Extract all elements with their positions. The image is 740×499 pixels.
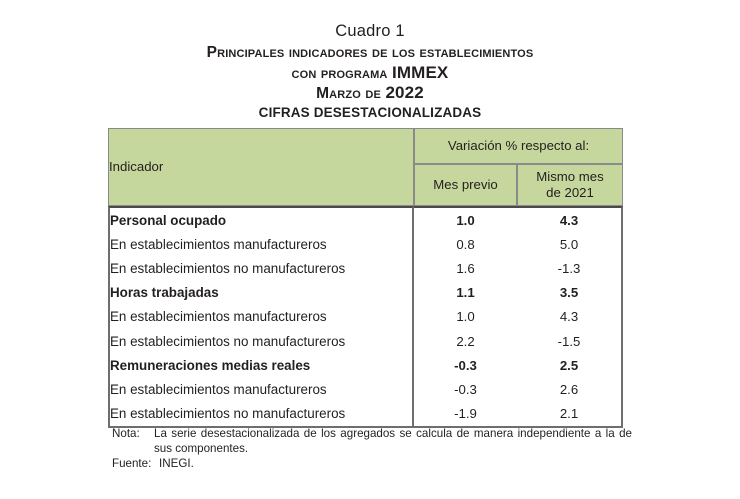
table-row: [108, 256, 623, 280]
cell-mismo-mes: 2.1: [517, 402, 623, 428]
column-header-mismo-mes-line1: Mismo mes: [536, 169, 604, 184]
table-row: [108, 206, 623, 232]
cell-mes-previo: 0.8: [414, 232, 517, 256]
subtitle-period-emphasis: 2022: [385, 82, 424, 102]
table-row: [108, 402, 623, 428]
table-body: [108, 206, 623, 428]
note-label: Nota:: [112, 427, 140, 440]
cell-mismo-mes: 3.5: [517, 281, 623, 305]
source-label: Fuente:: [112, 457, 152, 471]
cell-mismo-mes: 2.6: [517, 377, 623, 401]
cell-indicador: Remuneraciones medias reales: [108, 353, 414, 377]
cell-indicador: En establecimientos no manufactureros: [108, 256, 414, 280]
document-title-block: [0, 0, 740, 122]
page-subtitle-program: [0, 63, 740, 83]
cell-indicador: En establecimientos no manufactureros: [108, 402, 414, 428]
table-header-row-group: [108, 128, 623, 164]
cell-indicador: Personal ocupado: [108, 206, 414, 232]
cell-mes-previo: 2.2: [414, 329, 517, 353]
cell-mes-previo: 1.0: [414, 206, 517, 232]
table-footnotes: [112, 427, 632, 472]
cell-mismo-mes: 4.3: [517, 305, 623, 329]
indicators-table: [108, 128, 623, 428]
cell-mes-previo: 1.6: [414, 256, 517, 280]
cell-mismo-mes: 4.3: [517, 206, 623, 232]
column-header-indicador: Indicador: [108, 128, 414, 206]
cell-indicador: En establecimientos manufactureros: [108, 305, 414, 329]
note-row: [112, 427, 632, 456]
source-row: [112, 457, 632, 472]
cell-indicador: Horas trabajadas: [108, 281, 414, 305]
table-row: [108, 305, 623, 329]
table-number-label: Cuadro 1: [335, 22, 405, 40]
cell-indicador: En establecimientos manufactureros: [108, 377, 414, 401]
subtitle-period-prefix: Marzo de: [316, 84, 386, 102]
table-row: [108, 377, 623, 401]
table-row: [108, 353, 623, 377]
indicators-table-container: [108, 128, 623, 428]
column-header-variacion-group: Variación % respecto al:: [414, 128, 623, 164]
subtitle-program-emphasis: IMMEX: [391, 62, 449, 82]
cell-indicador: En establecimientos no manufactureros: [108, 329, 414, 353]
column-header-mes-previo: Mes previo: [414, 164, 517, 206]
cell-mismo-mes: -1.3: [517, 256, 623, 280]
page-subtitle-period: [0, 83, 740, 103]
cell-mes-previo: -0.3: [414, 353, 517, 377]
page-subtitle-series-type: CIFRAS DESESTACIONALIZADAS: [258, 104, 482, 120]
page-title: Principales indicadores de los establecimientos: [206, 44, 534, 61]
cell-mismo-mes: 5.0: [517, 232, 623, 256]
cell-indicador: En establecimientos manufactureros: [108, 232, 414, 256]
cell-mismo-mes: -1.5: [517, 329, 623, 353]
cell-mes-previo: -1.9: [414, 402, 517, 428]
cell-mes-previo: 1.0: [414, 305, 517, 329]
cell-mes-previo: 1.1: [414, 281, 517, 305]
cell-mismo-mes: 2.5: [517, 353, 623, 377]
table-row: [108, 281, 623, 305]
cell-mes-previo: -0.3: [414, 377, 517, 401]
column-header-mismo-mes: [517, 164, 623, 206]
column-header-mismo-mes-line2: de 2021: [546, 185, 594, 200]
subtitle-program-prefix: con programa: [291, 64, 392, 82]
note-text: La serie desestacionalizada de los agregados se calcula de manera independiente a la de sus componentes.: [154, 427, 632, 455]
table-row: [108, 232, 623, 256]
table-head: [108, 128, 623, 206]
source-text: INEGI.: [159, 457, 194, 471]
table-row: [108, 329, 623, 353]
